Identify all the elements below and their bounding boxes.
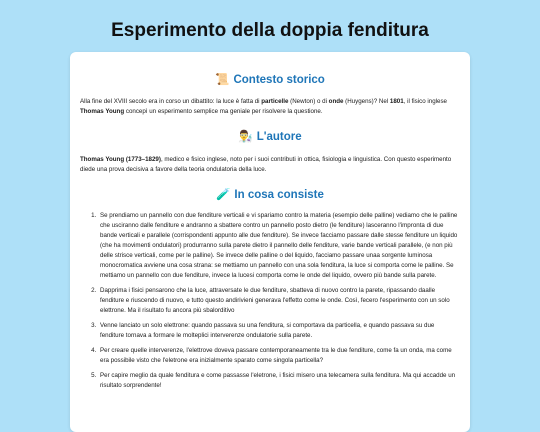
context-text: Alla fine del XVIII secolo era in corso un dibattito: la luce è fatta di xyxy=(80,98,262,105)
list-item: 2. Dapprima i fisici pensarono che la luce, attraversate le due fenditure, sbatteva di nuovo contro la parete, ripassando daalle fenditure e riuscendo di nuovo, e tutto questo andirivieni generava l'effetto come le onde. Così, fecero l'esperimento con un solo elettrone. Ma il risultato fu ancora più sbalorditivo xyxy=(98,286,460,316)
context-text: (Newton) o di xyxy=(288,98,329,105)
section-title-context xyxy=(80,72,460,88)
list-item: 4. Per creare quelle interverenze, l'elettrove doveva passare contemporaneamente tra le due fenditure, come fa un onda, ma come era possibile visto che l'eletrone era inizialmente sparato come singola particella? xyxy=(98,346,460,366)
context-text: , il fisico inglese xyxy=(403,98,447,105)
section-title-content xyxy=(80,187,460,203)
page-title: Esperimento della doppia fenditura xyxy=(111,20,429,41)
section-title-context-text: Contesto storico xyxy=(233,74,325,86)
context-scientist-name: Thomas Young xyxy=(80,108,125,115)
scroll-icon: 📜 xyxy=(215,74,230,86)
list-item: 3. Venne lanciato un solo elettrone: quando passava su una fenditura, si comportava da particella, e quando passava su due fenditure tornava a formare le molteplici interverenze ondulatorie sulla parete. xyxy=(98,321,460,341)
context-year: 1801 xyxy=(389,98,404,105)
context-text: concepì un esperimento semplice ma geniale per risolvere la questione. xyxy=(124,108,323,115)
context-term-particles: particelle xyxy=(261,98,289,105)
scientist-icon: 👨‍🔬 xyxy=(238,131,253,143)
section-title-author xyxy=(80,129,460,145)
author-paragraph xyxy=(80,155,460,175)
experiment-steps-list xyxy=(80,211,460,391)
list-item: 5. Per capire meglio da quale fenditura e come passasse l'eletrone, i fisici misero una telecamera sulla fenditura. Ma qui accadde un risultato sorprendente! xyxy=(98,371,460,391)
list-item: 1. Se prendiamo un pannello con due fenditure verticali e vi spariamo contro la materia (esempio delle palline) vediamo che le palline che usciranno dalle fenditure e andranno a sbattere contro un pannello posto dietro (le fenditure) lasceranno l'impronta di due bande verticali e parallele (corrispondenti appunto alle due fenditure). Se invece facciamo passare dalle stesse fenditure un liquido (che ha movimenti ondulatori) produrranno sulla parete dietro il pannello delle fenditure, varie bande verticali parallele, (e non più delle strisce verticali, come per le palline). Se invece delle palline o del liquido, facciamo passare unaa sorgente luminosa monocromatica avviene una cosa strana: se mettiamo un pannello con una sola fenditura, la luce si comporta come le palline. Se mettiamo un pannello con due fenditure, invece la lucesi comporta come le onde del liquido, ovvero più bande sulla parete. xyxy=(98,211,460,281)
context-paragraph xyxy=(80,97,460,117)
section-title-author-text: L'autore xyxy=(256,131,302,143)
section-title-content-text: In cosa consiste xyxy=(234,189,324,201)
content-card xyxy=(70,52,470,432)
author-text: , medico e fisico inglese, noto per i suoi contributi in ottica, fisiologia e linguistica. Con questo esperimento diede una prova decisiva a favore della teoria ondulatoria della luce. xyxy=(80,156,452,173)
context-term-waves: onde xyxy=(328,98,344,105)
context-text: (Huygens)? Nel xyxy=(343,98,390,105)
author-name: Thomas Young (1773–1829) xyxy=(80,156,161,163)
test-tube-icon: 🧪 xyxy=(216,189,231,201)
